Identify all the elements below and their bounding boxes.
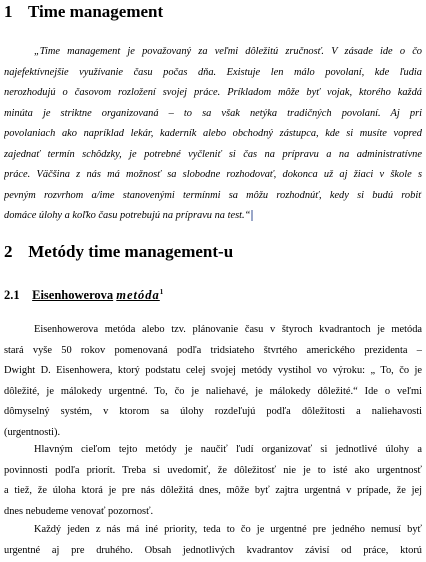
text-line: dnes nebudeme venovať pozornosť.	[4, 505, 154, 517]
heading-number: 1	[4, 2, 13, 21]
text-line: stará vyše 50 rokov pomenovaná podľa tridsiateho štvrtého amerického prezidenta –	[4, 344, 422, 356]
text-line: urgentné aj pre druhého. Obsah jednotlivých kvadrantov závisí od práce, ktorú	[4, 544, 422, 556]
text-line: Eisenhowerova metóda alebo tzv. plánovanie času v štyroch kvadrantoch je metóda	[34, 324, 422, 335]
heading-metody	[4, 242, 233, 262]
heading-title: Eisenhowerova	[32, 288, 114, 303]
text-line-content: domáce úlohy a koľko času potrebujú na prípravu na test.“	[4, 210, 251, 221]
heading-number: 2.1	[4, 288, 20, 303]
paragraph-2	[4, 440, 422, 522]
text-line: najefektívnejšie využívanie času počas dňa. Existuje len málo povolaní, kde ľudia	[4, 66, 422, 78]
heading-title: Metódy time management-u	[28, 242, 234, 261]
footnote-ref[interactable]: 1	[159, 288, 164, 296]
heading-title-italic: metóda	[116, 288, 160, 303]
text-line: minúta je striktne organizovaná – to sa však netýka tradičných povolaní. Aj pri	[4, 107, 422, 119]
text-line: povolaniach ako napríklad lekár, kaderník alebo obchodný zástupca, kde si musíte vopred	[4, 128, 422, 139]
heading-eisenhower	[4, 288, 163, 303]
text-line: a tiež, že úloha ktorá je pre nás dôležitá dnes, môže byť zajtra urgentná v prípade, že jej	[4, 485, 422, 496]
heading-number: 2	[4, 242, 13, 261]
text-line: Každý jeden z nás má iné priority, teda to čo je urgentné pre jedného nemusí byť	[34, 524, 422, 535]
text-line: „Time management je považovaný za veľmi dôležitú zručnosť. V zásade ide o čo	[34, 46, 422, 57]
text-line: dôležité, je málokedy urgentné. To, čo je naliehavé, je málokedy dôležité.“ Ide o veľmi	[4, 385, 422, 397]
text-line: povinnosti podľa priorít. Treba si uvedomiť, že dôležitosť nie je to isté ako urgentnosť	[4, 464, 422, 476]
paragraph-3	[4, 520, 422, 561]
text-line: nerozhodujú o časovom rozložení svojej práce. Príkladom môže byť vojak, ktorého každá	[4, 87, 422, 98]
paragraph-1	[4, 320, 422, 443]
text-line: pevným rozvrhom a/ime stanovenými termínmi sa môžu rozhodnúť, kedy si budú robiť	[4, 189, 422, 201]
text-line: dômyselný systém, v ktorom sa úlohy rozdeľujú podľa dôležitosti a naliehavosti	[4, 406, 422, 417]
text-line: (urgentnosti).	[4, 426, 61, 438]
text-line: práce. Väčšina z nás má možnosť sa slobodne rozhodovať, dokonca už aj žiaci v škole s	[4, 169, 422, 180]
quote-paragraph	[4, 42, 422, 227]
text-line: Dwight D. Eisenhowera, ktorý podstatu celej svojej metódy vystihol vo výroku: „ To, čo je	[4, 365, 422, 376]
text-line: Hlavným cieľom tejto metódy je naučiť ľudí organizovať si jednotlivé úlohy a	[34, 444, 422, 455]
heading-time-management	[4, 2, 163, 22]
text-cursor	[251, 210, 253, 221]
text-line	[4, 206, 422, 227]
text-line: zajednať termín schôdzky, je potrebné vyčleniť si čas na prípravu a na administratívne	[4, 148, 422, 160]
heading-title: Time management	[27, 2, 164, 21]
